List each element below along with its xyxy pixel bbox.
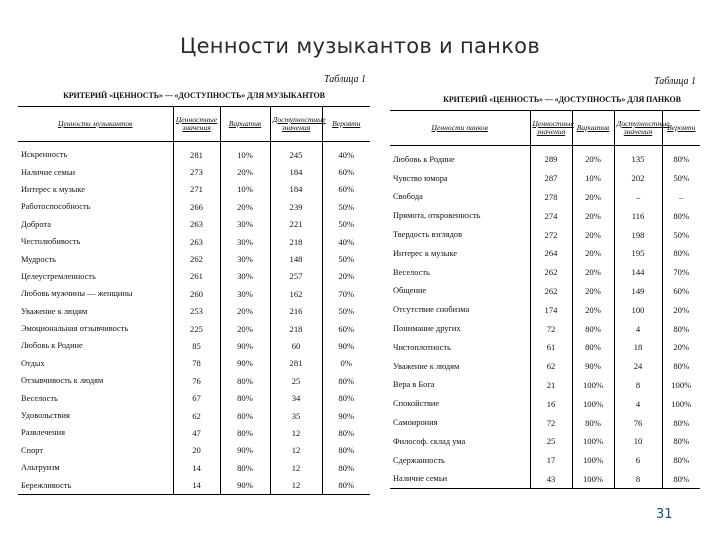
value-number-cell: 20% <box>220 198 270 215</box>
value-number-cell: 78 <box>173 355 220 372</box>
value-number-cell: – <box>662 188 700 207</box>
value-number-cell: – <box>614 188 662 207</box>
value-number-cell: 67 <box>173 389 220 406</box>
value-number-cell: 162 <box>270 285 322 302</box>
value-number-cell: 264 <box>530 244 572 263</box>
table-row <box>390 282 700 301</box>
value-number-cell: 20% <box>572 225 614 244</box>
value-number-cell: 50% <box>322 198 370 215</box>
value-number-cell: 100 <box>614 300 662 319</box>
value-number-cell: 272 <box>530 225 572 244</box>
value-number-cell: 20% <box>572 206 614 225</box>
value-name-cell: Целеустремленность <box>21 271 96 281</box>
value-number-cell: 85 <box>173 337 220 354</box>
value-number-cell: 4 <box>614 394 662 413</box>
table-row <box>390 244 700 263</box>
value-number-cell: 100% <box>572 394 614 413</box>
value-number-cell: 20% <box>662 338 700 357</box>
value-name-cell: Любовь мужчины — женщины <box>21 289 133 299</box>
value-number-cell: 20% <box>572 244 614 263</box>
value-number-cell: 271 <box>173 181 220 198</box>
value-number-cell: 14 <box>173 459 220 476</box>
column-header: Доступностные значения <box>614 111 662 146</box>
table-row <box>18 372 370 389</box>
table-row <box>390 413 700 432</box>
value-number-cell: 62 <box>530 357 572 376</box>
value-number-cell: 198 <box>614 225 662 244</box>
column-header: Ценностные значения <box>173 107 220 142</box>
value-number-cell: 6 <box>614 451 662 470</box>
value-number-cell: 20% <box>322 268 370 285</box>
value-number-cell: 30% <box>220 216 270 233</box>
value-number-cell: 4 <box>614 319 662 338</box>
value-number-cell: 90% <box>322 337 370 354</box>
table-row <box>18 268 370 285</box>
value-name-cell: Искренность <box>21 150 68 160</box>
column-header: Ценностные значения <box>530 111 572 146</box>
value-number-cell: 80% <box>662 432 700 451</box>
value-number-cell: 100% <box>662 394 700 413</box>
value-number-cell: 262 <box>530 263 572 282</box>
value-number-cell: 50% <box>662 225 700 244</box>
value-number-cell: 70% <box>662 263 700 282</box>
table-row <box>18 285 370 302</box>
value-number-cell: 16 <box>530 394 572 413</box>
value-number-cell: 116 <box>614 206 662 225</box>
table-row <box>390 451 700 470</box>
musicians-values-table <box>18 106 370 495</box>
value-number-cell: 100% <box>572 432 614 451</box>
value-number-cell: 149 <box>614 282 662 301</box>
value-number-cell: 21 <box>530 376 572 395</box>
value-name-cell: Любовь к Родине <box>393 154 455 164</box>
value-number-cell: 12 <box>270 459 322 476</box>
column-header: Вероятн <box>322 107 370 142</box>
table-row <box>18 442 370 459</box>
value-number-cell: 50% <box>662 169 700 188</box>
value-name-cell: Свобода <box>393 192 423 202</box>
value-number-cell: 10 <box>614 432 662 451</box>
value-number-cell: 90% <box>220 337 270 354</box>
value-number-cell: 80% <box>322 442 370 459</box>
table-row <box>390 188 700 207</box>
value-name-cell: Чистоплотность <box>393 342 451 352</box>
value-number-cell: 195 <box>614 244 662 263</box>
column-header: Вариатив <box>572 111 614 146</box>
value-number-cell: 12 <box>270 424 322 441</box>
table-row <box>18 216 370 233</box>
value-number-cell: 80% <box>662 206 700 225</box>
value-number-cell: 30% <box>220 250 270 267</box>
value-name-cell: Честолюбивость <box>21 237 81 247</box>
value-number-cell: 60 <box>270 337 322 354</box>
value-number-cell: 174 <box>530 300 572 319</box>
value-number-cell: 0% <box>322 355 370 372</box>
value-number-cell: 62 <box>173 407 220 424</box>
table-body <box>18 142 370 495</box>
value-number-cell: 20% <box>572 188 614 207</box>
table-row <box>390 146 700 169</box>
table-row <box>18 198 370 215</box>
value-number-cell: 80% <box>322 424 370 441</box>
value-number-cell: 20% <box>662 300 700 319</box>
value-name-cell: Отсутствие снобизма <box>393 305 470 315</box>
value-number-cell: 90% <box>220 442 270 459</box>
value-number-cell: 80% <box>322 459 370 476</box>
table-header-row <box>18 107 370 142</box>
value-number-cell: 278 <box>530 188 572 207</box>
table-row <box>390 206 700 225</box>
value-number-cell: 261 <box>173 268 220 285</box>
value-number-cell: 100% <box>572 470 614 489</box>
value-name-cell: Мудрость <box>21 254 56 264</box>
table-number: Таблица 1 <box>654 76 696 87</box>
table-caption: КРИТЕРИЙ «ЦЕННОСТЬ» — «ДОСТУПНОСТЬ» ДЛЯ ПАНКОВ <box>443 95 681 104</box>
value-number-cell: 25 <box>530 432 572 451</box>
value-name-cell: Веселость <box>393 267 430 277</box>
value-name-cell: Интерес к музыке <box>21 184 85 194</box>
table-row <box>390 376 700 395</box>
value-number-cell: 257 <box>270 268 322 285</box>
value-name-cell: Спорт <box>21 445 43 455</box>
table-row <box>18 303 370 320</box>
value-number-cell: 60% <box>322 320 370 337</box>
column-header: Доступностные значения <box>270 107 322 142</box>
value-number-cell: 70% <box>322 285 370 302</box>
table-row <box>390 432 700 451</box>
value-number-cell: 30% <box>220 268 270 285</box>
table-body <box>390 146 700 489</box>
value-number-cell: 260 <box>173 285 220 302</box>
value-number-cell: 80% <box>220 389 270 406</box>
table-row <box>18 337 370 354</box>
value-number-cell: 61 <box>530 338 572 357</box>
value-name-cell: Отзывчивость к людям <box>21 376 104 386</box>
value-name-cell: Спокойствие <box>393 399 440 409</box>
value-number-cell: 30% <box>220 233 270 250</box>
value-number-cell: 50% <box>322 250 370 267</box>
column-header: Ценности панков <box>390 111 530 146</box>
value-number-cell: 245 <box>270 142 322 164</box>
value-number-cell: 8 <box>614 376 662 395</box>
value-number-cell: 218 <box>270 320 322 337</box>
value-name-cell: Твердость взглядов <box>393 230 463 240</box>
value-number-cell: 34 <box>270 389 322 406</box>
value-number-cell: 221 <box>270 216 322 233</box>
value-number-cell: 266 <box>173 198 220 215</box>
value-number-cell: 72 <box>530 413 572 432</box>
value-number-cell: 20 <box>173 442 220 459</box>
value-number-cell: 80% <box>322 389 370 406</box>
value-name-cell: Любовь к Родине <box>21 341 83 351</box>
table-row <box>18 459 370 476</box>
value-name-cell: Уважение к людям <box>21 306 88 316</box>
value-name-cell: Наличие семьи <box>21 167 76 177</box>
value-number-cell: 80% <box>220 459 270 476</box>
value-number-cell: 43 <box>530 470 572 489</box>
value-number-cell: 47 <box>173 424 220 441</box>
value-number-cell: 218 <box>270 233 322 250</box>
value-name-cell: Удовольствия <box>21 411 70 421</box>
table-row <box>390 225 700 244</box>
value-number-cell: 263 <box>173 233 220 250</box>
value-number-cell: 12 <box>270 442 322 459</box>
punks-values-table <box>390 110 700 489</box>
value-number-cell: 144 <box>614 263 662 282</box>
value-number-cell: 20% <box>572 263 614 282</box>
value-number-cell: 60% <box>662 282 700 301</box>
value-number-cell: 35 <box>270 407 322 424</box>
value-number-cell: 184 <box>270 163 322 180</box>
table-row <box>390 470 700 489</box>
value-number-cell: 90% <box>220 355 270 372</box>
column-header: Вариатив <box>220 107 270 142</box>
table-number: Таблица 1 <box>324 74 366 85</box>
value-name-cell: Вера в Бога <box>393 380 435 390</box>
value-name-cell: Отдых <box>21 358 45 368</box>
value-number-cell: 10% <box>220 142 270 164</box>
value-name-cell: Доброта <box>21 219 51 229</box>
table-row <box>390 357 700 376</box>
table-row <box>390 263 700 282</box>
value-number-cell: 14 <box>173 476 220 494</box>
value-number-cell: 24 <box>614 357 662 376</box>
value-number-cell: 202 <box>614 169 662 188</box>
value-name-cell: Наличие семьи <box>390 470 530 489</box>
value-name-cell: Общение <box>393 286 427 296</box>
value-number-cell: 40% <box>322 233 370 250</box>
table-caption: КРИТЕРИЙ «ЦЕННОСТЬ» — «ДОСТУПНОСТЬ» ДЛЯ МУЗЫКАНТОВ <box>63 91 325 100</box>
value-name-cell: Понимание других <box>393 324 461 334</box>
value-number-cell: 80% <box>662 319 700 338</box>
table-row <box>18 163 370 180</box>
value-number-cell: 90% <box>572 357 614 376</box>
punks-table-panel <box>390 76 700 496</box>
value-name-cell: Сдержанность <box>393 455 445 465</box>
table-row <box>390 319 700 338</box>
value-number-cell: 50% <box>322 303 370 320</box>
table-row <box>18 424 370 441</box>
value-number-cell: 80% <box>662 470 700 489</box>
value-number-cell: 225 <box>173 320 220 337</box>
value-name-cell: Работоспособность <box>21 202 91 212</box>
value-number-cell: 12 <box>270 476 322 494</box>
value-name-cell: Веселость <box>21 393 58 403</box>
value-number-cell: 20% <box>572 282 614 301</box>
value-number-cell: 281 <box>270 355 322 372</box>
value-number-cell: 148 <box>270 250 322 267</box>
value-number-cell: 274 <box>530 206 572 225</box>
value-number-cell: 253 <box>173 303 220 320</box>
value-name-cell: Бережливость <box>18 476 173 494</box>
value-name-cell: Интерес к музыке <box>393 248 457 258</box>
value-number-cell: 80% <box>662 451 700 470</box>
value-number-cell: 80% <box>662 413 700 432</box>
value-number-cell: 90% <box>322 407 370 424</box>
table-row <box>18 142 370 164</box>
musicians-table-panel <box>18 74 370 504</box>
page-number: 31 <box>656 507 673 522</box>
value-number-cell: 100% <box>572 376 614 395</box>
value-name-cell: Самоирония <box>393 418 438 428</box>
table-row <box>390 169 700 188</box>
value-number-cell: 80% <box>220 407 270 424</box>
value-number-cell: 80% <box>662 146 700 169</box>
table-row <box>18 407 370 424</box>
value-number-cell: 273 <box>173 163 220 180</box>
table-row <box>18 355 370 372</box>
table-row <box>390 300 700 319</box>
value-number-cell: 8 <box>614 470 662 489</box>
value-number-cell: 281 <box>173 142 220 164</box>
value-name-cell: Уважение к людям <box>393 361 460 371</box>
value-number-cell: 10% <box>572 169 614 188</box>
value-number-cell: 20% <box>572 300 614 319</box>
table-row <box>18 389 370 406</box>
value-number-cell: 20% <box>220 303 270 320</box>
value-number-cell: 80% <box>572 319 614 338</box>
value-number-cell: 80% <box>220 424 270 441</box>
value-number-cell: 40% <box>322 142 370 164</box>
table-header-row <box>390 111 700 146</box>
value-number-cell: 20% <box>572 146 614 169</box>
value-name-cell: Эмоциональная отзывчивость <box>21 324 129 334</box>
value-number-cell: 239 <box>270 198 322 215</box>
value-number-cell: 20% <box>220 320 270 337</box>
value-number-cell: 80% <box>322 372 370 389</box>
value-number-cell: 10% <box>220 181 270 198</box>
value-name-cell: Прямота, откровенность <box>393 211 481 221</box>
value-name-cell: Альтруизм <box>21 463 60 473</box>
value-number-cell: 80% <box>662 357 700 376</box>
value-name-cell: Чувство юмора <box>393 173 448 183</box>
value-number-cell: 135 <box>614 146 662 169</box>
value-number-cell: 90% <box>220 476 270 494</box>
value-number-cell: 25 <box>270 372 322 389</box>
value-number-cell: 76 <box>614 413 662 432</box>
value-name-cell: Философ. склад ума <box>393 436 466 446</box>
value-number-cell: 289 <box>530 146 572 169</box>
column-header: Ценности музыкантов <box>18 107 173 142</box>
value-number-cell: 100% <box>572 451 614 470</box>
value-number-cell: 76 <box>173 372 220 389</box>
table-row <box>18 476 370 494</box>
value-number-cell: 263 <box>173 216 220 233</box>
value-number-cell: 60% <box>322 181 370 198</box>
value-number-cell: 287 <box>530 169 572 188</box>
value-number-cell: 30% <box>220 285 270 302</box>
value-number-cell: 72 <box>530 319 572 338</box>
value-number-cell: 50% <box>322 216 370 233</box>
table-row <box>390 338 700 357</box>
value-number-cell: 80% <box>662 244 700 263</box>
value-number-cell: 184 <box>270 181 322 198</box>
value-number-cell: 80% <box>572 413 614 432</box>
value-number-cell: 216 <box>270 303 322 320</box>
table-row <box>18 181 370 198</box>
table-row <box>18 233 370 250</box>
value-number-cell: 262 <box>173 250 220 267</box>
value-number-cell: 60% <box>322 163 370 180</box>
column-header: Вероятн <box>662 111 700 146</box>
value-number-cell: 80% <box>572 338 614 357</box>
table-row <box>390 394 700 413</box>
value-name-cell: Развлечения <box>21 428 65 438</box>
value-number-cell: 80% <box>322 476 370 494</box>
value-number-cell: 100% <box>662 376 700 395</box>
value-number-cell: 17 <box>530 451 572 470</box>
table-row <box>18 250 370 267</box>
table-row <box>18 320 370 337</box>
slide-title: Ценности музыкантов и панков <box>179 34 541 58</box>
value-number-cell: 18 <box>614 338 662 357</box>
value-number-cell: 262 <box>530 282 572 301</box>
value-number-cell: 80% <box>220 372 270 389</box>
value-number-cell: 20% <box>220 163 270 180</box>
